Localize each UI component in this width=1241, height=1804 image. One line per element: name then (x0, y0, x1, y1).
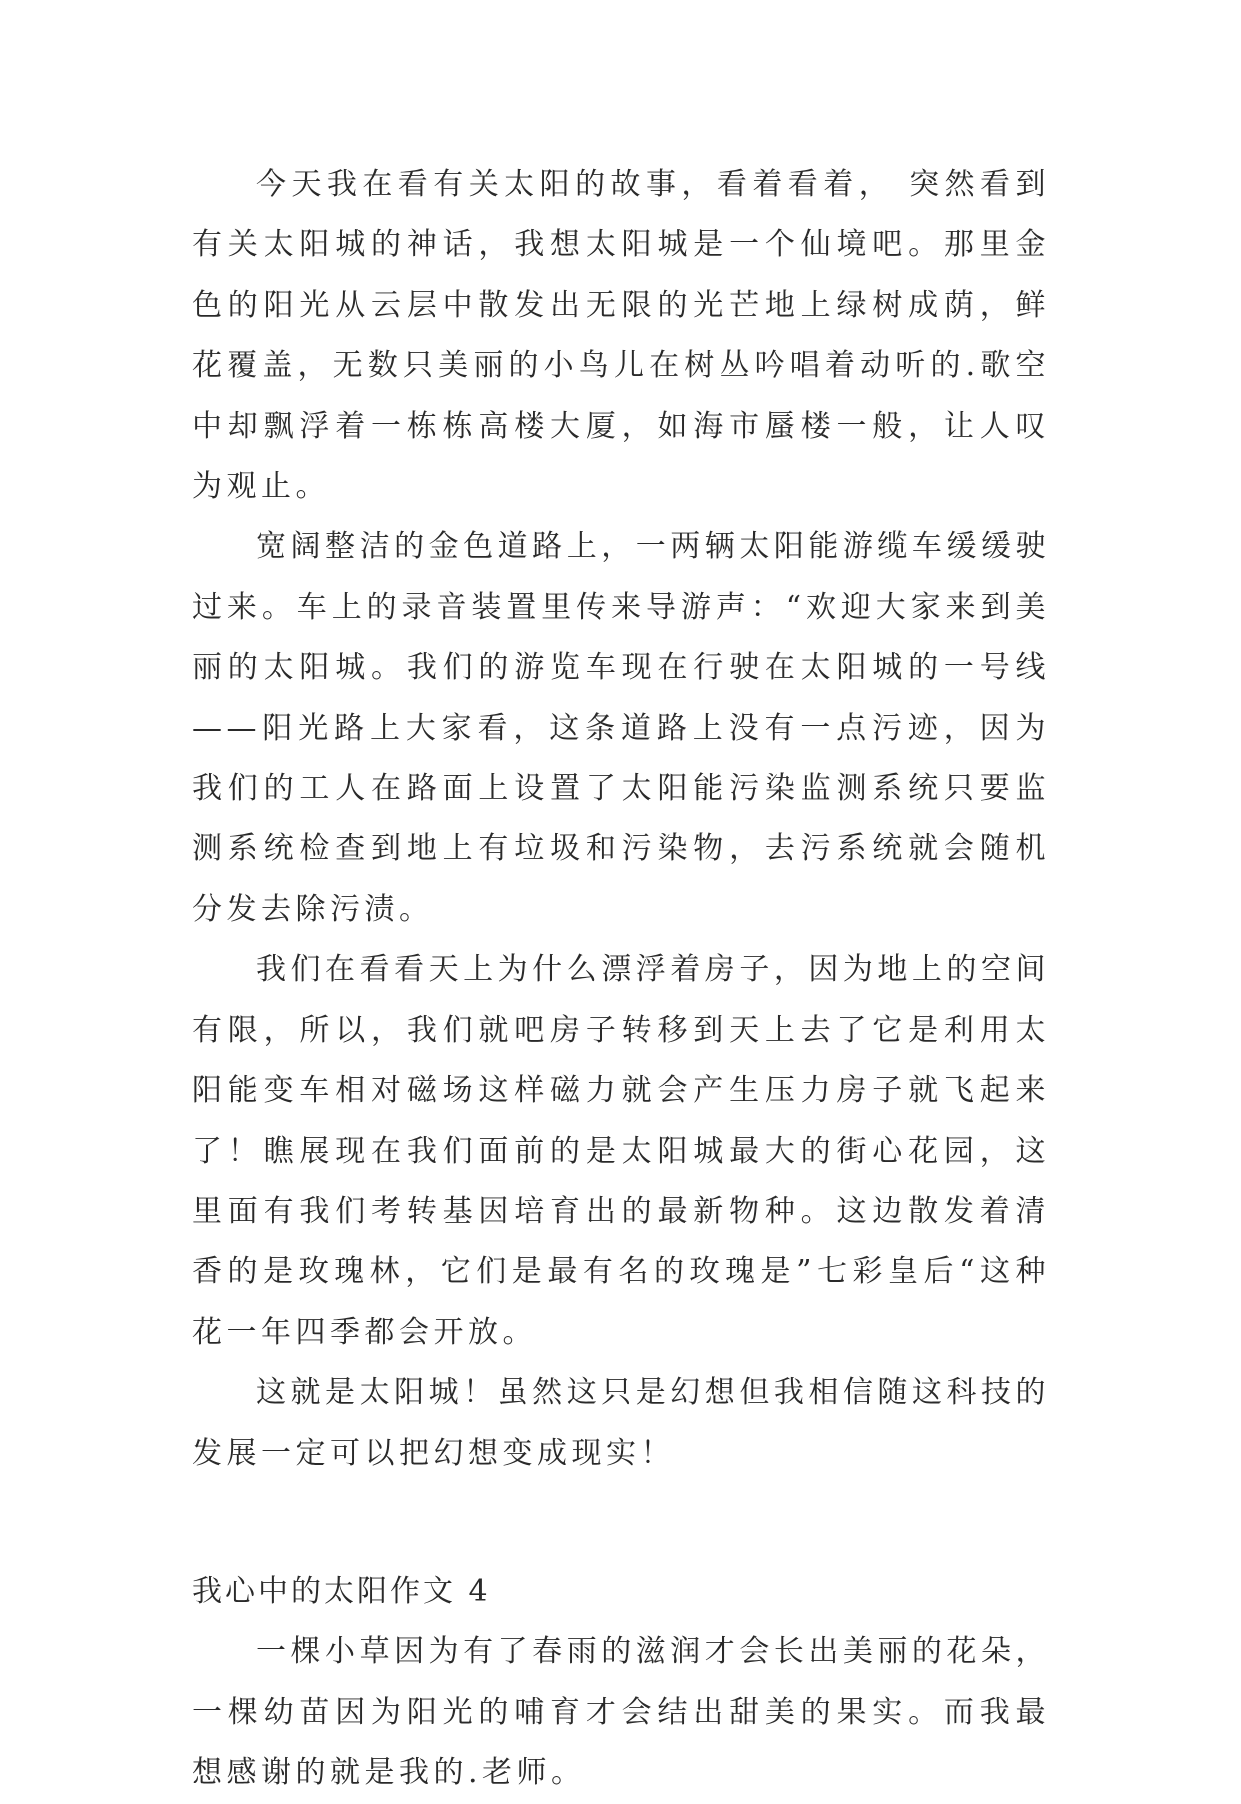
paragraph-conclusion: 这就是太阳城！虽然这只是幻想但我相信随这科技的发展一定可以把幻想变成现实！ (192, 1375, 1050, 1471)
section-heading: 我心中的太阳作文 4 (192, 1573, 491, 1609)
paragraph-teacher-intro: 一棵小草因为有了春雨的滋润才会长出美丽的花朵，一棵幼苗因为阳光的哺育才会结出甜美的果实。而我最想感谢的就是我的.老师。 (192, 1634, 1050, 1791)
document-body (192, 155, 1050, 1804)
paragraph-golden-road: 宽阔整洁的金色道路上，一两辆太阳能游缆车缓缓驶过来。车上的录音装置里传来导游声：“欢迎大家来到美丽的太阳城。我们的游览车现在行驶在太阳城的一号线——阳光路上大家看，这条道路上没有一点污迹，因为我们的工人在路面上设置了太阳能污染监测系统只要监测系统检查到地上有垃圾和污染物，去污系统就会随机分发去除污渍。 (192, 529, 1050, 927)
paragraph-sun-city-myth: 今天我在看有关太阳的故事，看着看着， 突然看到有关太阳城的神话，我想太阳城是一个仙境吧。那里金色的阳光从云层中散发出无限的光芒地上绿树成荫，鲜花覆盖，无数只美丽的小鸟儿在树丛吟唱着动听的.歌空中却飘浮着一栋栋高楼大厦，如海市蜃楼一般，让人叹为观止。 (192, 167, 1050, 505)
paragraph-floating-houses: 我们在看看天上为什么漂浮着房子，因为地上的空间有限，所以，我们就吧房子转移到天上去了它是利用太阳能变车相对磁场这样磁力就会产生压力房子就飞起来了！瞧展现在我们面前的是太阳城最大的街心花园，这里面有我们考转基因培育出的最新物种。这边散发着清香的是玫瑰林，它们是最有名的玫瑰是”七彩皇后“这种花一年四季都会开放。 (192, 952, 1050, 1350)
